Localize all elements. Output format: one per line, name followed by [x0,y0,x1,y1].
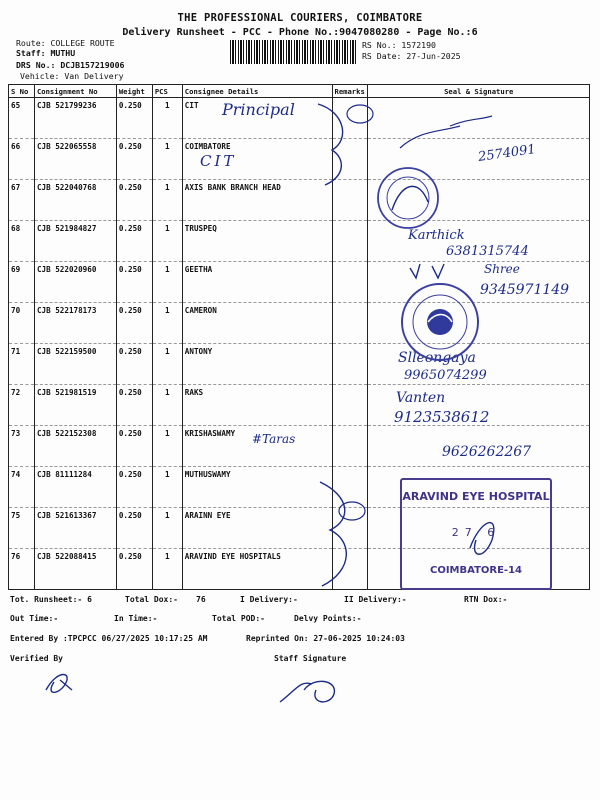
row-sno: 75 [9,508,35,549]
total-pod: Total POD:- [212,614,265,623]
row-remarks [332,139,368,180]
row-weight: 0.250 [116,344,152,385]
row-consignment: CJB 522020960 [34,262,116,303]
row-weight: 0.250 [116,180,152,221]
row-pcs: 1 [152,549,182,590]
row-consignee: ANTONY [182,344,332,385]
col-pcs: PCS [152,85,182,98]
row-consignment: CJB 522152308 [34,426,116,467]
row-sno: 67 [9,180,35,221]
row-sno: 71 [9,344,35,385]
staff-signature-label: Staff Signature [274,654,347,663]
col-weight: Weight [116,85,152,98]
hw-karthick: Karthick [408,228,465,243]
table-row [9,344,590,385]
row-consignment: CJB 522065558 [34,139,116,180]
row-pcs: 1 [152,385,182,426]
row-weight: 0.250 [116,221,152,262]
row-consignment: CJB 521613367 [34,508,116,549]
row-consignment: CJB 521984827 [34,221,116,262]
row-weight: 0.250 [116,508,152,549]
rtn-dox: RTN Dox:- [464,595,508,604]
row-consignee: ARAINN EYE [182,508,332,549]
hw-phone-3: 9965074299 [404,368,487,383]
hw-phone-4: 9123538612 [394,408,490,426]
rs-number: RS No.: 1572190 [362,40,436,50]
row-remarks [332,221,368,262]
row-sno: 74 [9,467,35,508]
row-sno: 73 [9,426,35,467]
table-header-row [9,85,590,98]
row-remarks [332,508,368,549]
row-pcs: 1 [152,139,182,180]
hw-principal: Principal [222,100,295,119]
row-consignment: CJB 522040768 [34,180,116,221]
hw-name-72: Vanten [396,390,446,406]
row-weight: 0.250 [116,98,152,139]
staff-label: Staff: MUTHU [16,48,76,58]
col-seal: Seal & Signature [368,85,590,98]
route-label: Route: COLLEGE ROUTE [16,38,115,48]
row-consignment: CJB 521799236 [34,98,116,139]
row-sno: 72 [9,385,35,426]
reprinted-on: Reprinted On: 27-06-2025 10:24:03 [246,634,405,643]
stamp-date: 27 6 [451,526,501,539]
row-pcs: 1 [152,426,182,467]
row-remarks [332,98,368,139]
row-consignee: AXIS BANK BRANCH HEAD [182,180,332,221]
row-sno: 65 [9,98,35,139]
row-remarks [332,549,368,590]
row-consignee: GEETHA [182,262,332,303]
row-consignment: CJB 522178173 [34,303,116,344]
table-row [9,98,590,139]
col-consignment: Consignment No [34,85,116,98]
col-consignee: Consignee Details [182,85,332,98]
hw-phone-2: 9345971149 [480,282,570,298]
row-sno: 68 [9,221,35,262]
row-pcs: 1 [152,98,182,139]
row-weight: 0.250 [116,426,152,467]
row-consignee: COIMBATORE [182,139,332,180]
row-weight: 0.250 [116,303,152,344]
row-seal [368,180,590,221]
in-time: In Time:- [114,614,158,623]
rs-date: RS Date: 27-Jun-2025 [362,51,461,61]
table-row [9,303,590,344]
hw-cit: CIT [200,152,237,170]
row-consignment: CJB 521981519 [34,385,116,426]
row-remarks [332,385,368,426]
row-remarks [332,180,368,221]
row-pcs: 1 [152,467,182,508]
delvy-points: Delvy Points:- [294,614,362,623]
row-pcs: 1 [152,508,182,549]
row-sno: 66 [9,139,35,180]
row-remarks [332,467,368,508]
hw-shree: Shree [484,262,520,276]
row-sno: 69 [9,262,35,303]
row-consignee: RAKS [182,385,332,426]
barcode [230,40,356,64]
row-weight: 0.250 [116,385,152,426]
row-remarks [332,344,368,385]
row-remarks [332,262,368,303]
hw-name-73: #Taras [252,432,296,446]
col-remarks: Remarks [332,85,368,98]
row-weight: 0.250 [116,139,152,180]
drs-number: DRS No.: DCJB157219006 [16,60,125,70]
row-sno: 70 [9,303,35,344]
row-weight: 0.250 [116,467,152,508]
hw-2574091: 2574091 [477,142,537,165]
row-consignment: CJB 81111284 [34,467,116,508]
table-row [9,385,590,426]
vehicle-label: Vehicle: Van Delivery [20,71,124,81]
row-seal [368,98,590,139]
row-pcs: 1 [152,344,182,385]
total-dox-value: 76 [196,595,206,604]
table-row [9,180,590,221]
row-pcs: 1 [152,180,182,221]
stamp-bottom-text: COIMBATORE-14 [429,565,523,576]
stamp-top-text: ARAVIND EYE HOSPITAL [402,490,550,503]
row-consignee: KRISHASWAMY [182,426,332,467]
verified-by: Verified By [10,654,63,663]
row-consignee: CIT [182,98,332,139]
row-pcs: 1 [152,262,182,303]
i-delivery: I Delivery:- [240,595,298,604]
aravind-stamp [400,478,552,590]
document-subtitle: Delivery Runsheet - PCC - Phone No.:9047080280 - Page No.:6 [122,27,478,38]
ii-delivery: II Delivery:- [344,595,407,604]
row-pcs: 1 [152,303,182,344]
hw-name-71: Slleongaya [398,350,476,366]
row-consignee: MUTHUSWAMY [182,467,332,508]
row-pcs: 1 [152,221,182,262]
row-weight: 0.250 [116,262,152,303]
row-weight: 0.250 [116,549,152,590]
row-consignee: CAMERON [182,303,332,344]
row-remarks [332,426,368,467]
col-sno: S No [9,85,35,98]
hw-phone-1: 6381315744 [446,244,529,259]
row-sno: 76 [9,549,35,590]
hw-phone-5: 9626262267 [442,444,532,460]
row-consignee: ARAVIND EYE HOSPITALS [182,549,332,590]
row-consignment: CJB 522159500 [34,344,116,385]
total-dox-label: Total Dox:- [125,595,178,604]
entered-by: Entered By :TPCPCC 06/27/2025 10:17:25 AM [10,634,208,643]
row-consignee: TRUSPEQ [182,221,332,262]
tot-runsheet: Tot. Runsheet:- 6 [10,595,92,604]
document-title: THE PROFESSIONAL COURIERS, COIMBATORE [177,12,423,24]
row-remarks [332,303,368,344]
row-consignment: CJB 522088415 [34,549,116,590]
row-seal [368,303,590,344]
out-time: Out Time:- [10,614,59,623]
